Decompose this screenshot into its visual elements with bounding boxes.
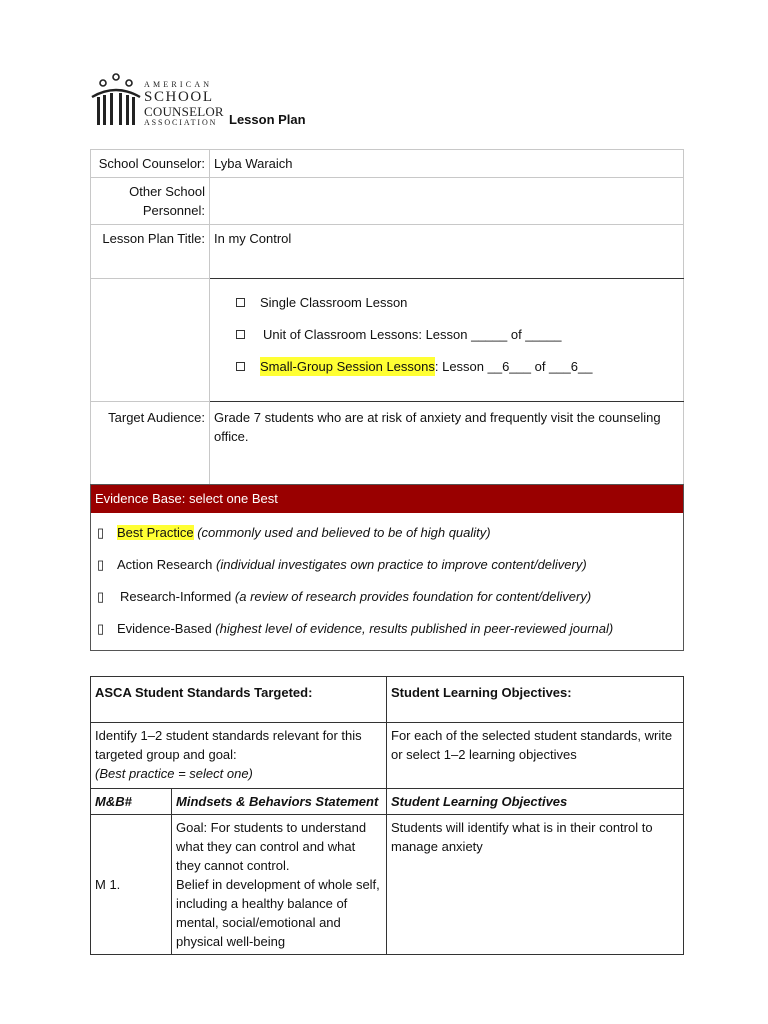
col-objectives: Student Learning Objectives — [387, 789, 684, 815]
counselor-value[interactable]: Lyba Waraich — [210, 150, 684, 178]
option-single-lesson[interactable] — [236, 286, 683, 318]
row-belief: Belief in development of whole self, including a healthy balance of mental, social/emotional and physical well-being — [176, 877, 380, 949]
row-objective[interactable]: Students will identify what is in their control to manage anxiety — [387, 815, 684, 955]
row-code[interactable]: M 1. — [91, 815, 172, 955]
objectives-header: Student Learning Objectives: — [387, 677, 684, 723]
evidence-option-evidence-based[interactable] — [91, 613, 683, 645]
standards-table — [90, 676, 684, 955]
option-small-group[interactable] — [236, 350, 683, 382]
logo-line-american: AMERICAN — [144, 80, 213, 89]
checkbox-icon[interactable]: ▯ — [97, 621, 105, 636]
table-row — [91, 402, 684, 486]
audience-value[interactable]: Grade 7 students who are at risk of anxiety and frequently visit the counseling office. — [210, 402, 684, 486]
asca-logo — [90, 73, 226, 129]
lesson-type-label — [91, 279, 210, 402]
col-statement: Mindsets & Behaviors Statement — [172, 789, 387, 815]
page-title: Lesson Plan — [229, 112, 306, 127]
table-row — [91, 723, 684, 789]
evidence-label: Evidence-Based — [117, 621, 212, 636]
lesson-title-label: Lesson Plan Title: — [91, 225, 210, 279]
table-row — [91, 677, 684, 723]
lesson-type-options — [210, 279, 684, 402]
option-small-group-count: : Lesson __6___ of ___6__ — [434, 358, 593, 374]
checkbox-single[interactable] — [236, 298, 245, 307]
option-unit-label: Unit of Classroom Lessons: Lesson _____ of _____ — [263, 326, 562, 342]
evidence-desc: (a review of research provides foundation for content/delivery) — [234, 589, 592, 604]
evidence-label: Action Research — [117, 557, 213, 572]
checkbox-small-group[interactable] — [236, 362, 245, 371]
row-statement[interactable] — [172, 815, 387, 955]
evidence-base-section — [90, 484, 684, 651]
table-row — [91, 815, 684, 955]
evidence-option-research-informed[interactable] — [91, 581, 683, 613]
table-row — [91, 150, 684, 178]
logo-line-counselor: COUNSELOR — [144, 104, 224, 119]
evidence-option-action-research[interactable] — [91, 549, 683, 581]
logo-line-association: ASSOCIATION — [144, 118, 218, 127]
lesson-title-value[interactable]: In my Control — [210, 225, 684, 279]
standards-header: ASCA Student Standards Targeted: — [91, 677, 387, 723]
col-mb-number: M&B# — [91, 789, 172, 815]
table-row — [91, 178, 684, 225]
evidence-desc: (commonly used and believed to be of high quality) — [197, 525, 491, 540]
table-row — [91, 789, 684, 815]
checkbox-icon[interactable]: ▯ — [97, 525, 105, 540]
evidence-base-header: Evidence Base: select one Best — [91, 485, 683, 513]
option-single-label: Single Classroom Lesson — [260, 294, 408, 310]
audience-label: Target Audience: — [91, 402, 210, 486]
standards-instructions — [91, 723, 387, 789]
evidence-desc: (individual investigates own practice to improve content/delivery) — [216, 557, 587, 572]
lesson-info-table — [90, 149, 684, 486]
checkbox-icon[interactable]: ▯ — [97, 557, 105, 572]
counselor-label: School Counselor: — [91, 150, 210, 178]
logo-wordmark — [144, 81, 224, 127]
option-unit-lessons[interactable] — [236, 318, 683, 350]
row-goal: Goal: For students to understand what they can control and what they cannot control. — [176, 820, 367, 873]
table-row — [91, 279, 684, 402]
objectives-instructions: For each of the selected student standards, write or select 1–2 learning objectives — [387, 723, 684, 789]
evidence-option-best-practice[interactable] — [91, 517, 683, 549]
personnel-label: Other School Personnel: — [91, 178, 210, 225]
standards-instruction-note: (Best practice = select one) — [95, 766, 253, 781]
evidence-label: Best Practice — [117, 525, 194, 540]
checkbox-icon[interactable]: ▯ — [97, 589, 105, 604]
logo-line-school: SCHOOL — [144, 89, 214, 105]
evidence-label: Research-Informed — [120, 589, 232, 604]
personnel-value[interactable] — [210, 178, 684, 225]
option-small-group-highlight: Small-Group Session Lessons — [260, 358, 435, 374]
checkbox-unit[interactable] — [236, 330, 245, 339]
evidence-desc: (highest level of evidence, results published in peer-reviewed journal) — [215, 621, 614, 636]
standards-instruction-text: Identify 1–2 student standards relevant for this targeted group and goal: — [95, 728, 362, 762]
asca-emblem-icon — [90, 73, 142, 129]
table-row — [91, 225, 684, 279]
